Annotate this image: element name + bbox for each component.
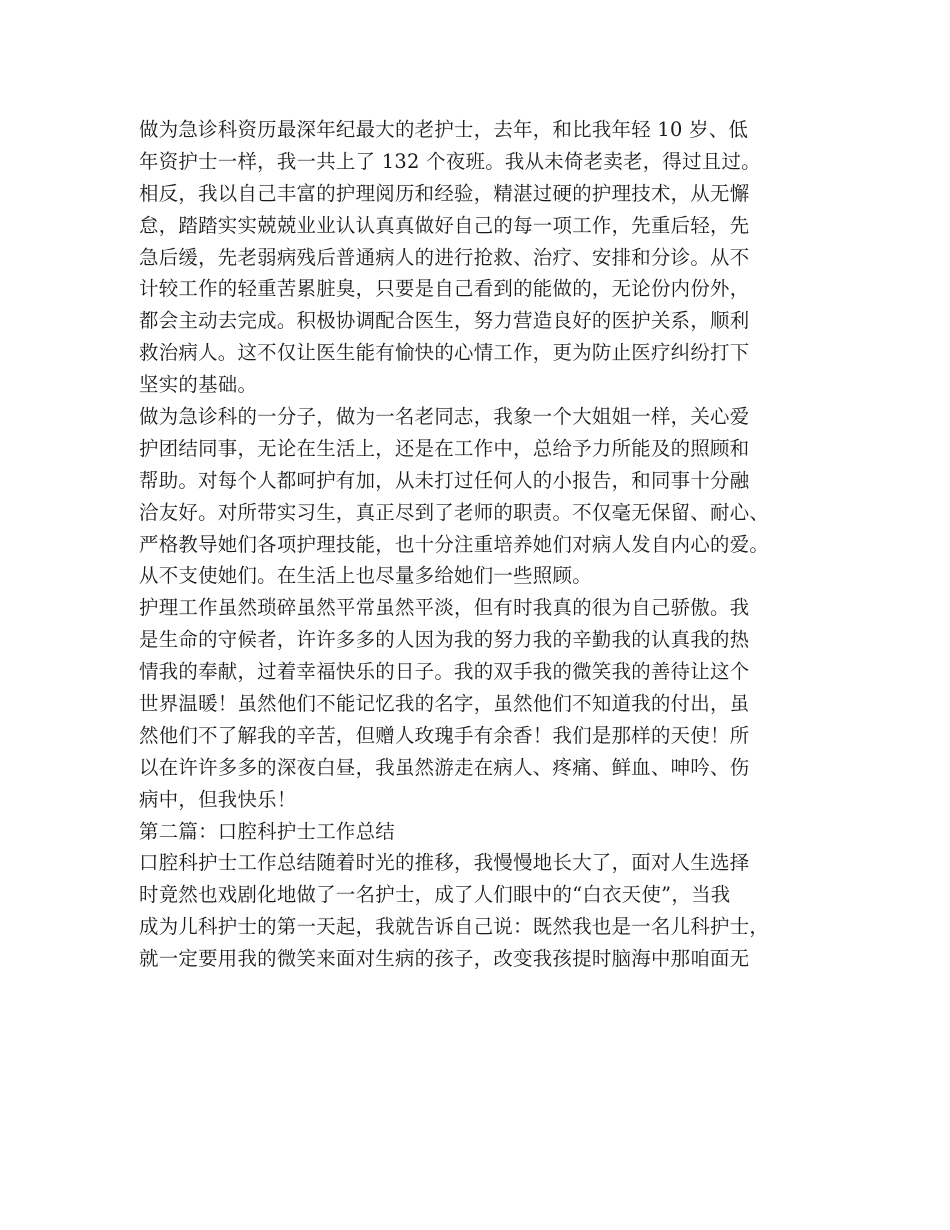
text-line: 坚实的基础。 bbox=[139, 373, 258, 397]
text-line: 病中，但我快乐！ bbox=[139, 787, 297, 811]
text-line: 成为儿科护士的第一天起，我就告诉自己说：既然我也是一名儿科护士， bbox=[139, 915, 770, 939]
text-line: 救治病人。这不仅让医生能有愉快的心情工作，更为防止医疗纠纷打下 bbox=[139, 341, 750, 365]
text-line: 以在许许多多的深夜白昼，我虽然游走在病人、疼痛、鲜血、呻吟、伤 bbox=[139, 755, 750, 779]
text-line: 相反，我以自己丰富的护理阅历和经验，精湛过硬的护理技术，从无懈 bbox=[139, 181, 750, 205]
text-line: 怠，踏踏实实兢兢业业认认真真做好自己的每一项工作，先重后轻，先 bbox=[139, 213, 750, 237]
text-line: 时竟然也戏剧化地做了一名护士，成了人们眼中的“白衣天使”，当我 bbox=[139, 883, 731, 907]
text-line: 帮助。对每个人都呵护有加，从未打过任何人的小报告，和同事十分融 bbox=[139, 468, 750, 492]
text-line: 情我的奉献，过着幸福快乐的日子。我的双手我的微笑我的善待让这个 bbox=[139, 660, 750, 684]
text-line: 然他们不了解我的辛苦，但赠人玫瑰手有余香！我们是那样的天使！所 bbox=[139, 723, 750, 747]
text-line: 护团结同事，无论在生活上，还是在工作中，总给予力所能及的照顾和 bbox=[139, 436, 750, 460]
text-line: 都会主动去完成。积极协调配合医生，努力营造良好的医护关系，顺利 bbox=[139, 309, 750, 333]
text-line: 从不支使她们。在生活上也尽量多给她们一些照顾。 bbox=[139, 564, 592, 588]
text-line: 就一定要用我的微笑来面对生病的孩子，改变我孩提时脑海中那咱面无 bbox=[139, 947, 750, 971]
text-line: 洽友好。对所带实习生，真正尽到了老师的职责。不仅毫无保留、耐心、 bbox=[139, 500, 770, 524]
text-line: 严格教导她们各项护理技能，也十分注重培养她们对病人发自内心的爱。 bbox=[139, 532, 770, 556]
text-line: 年资护士一样，我一共上了 132 个夜班。我从未倚老卖老，得过且过。 bbox=[139, 149, 761, 173]
text-line: 护理工作虽然琐碎虽然平常虽然平淡，但有时我真的很为自己骄傲。我 bbox=[139, 596, 750, 620]
section-heading: 第二篇：口腔科护士工作总结 bbox=[139, 819, 395, 843]
body-text bbox=[139, 114, 819, 975]
text-line: 口腔科护士工作总结随着时光的推移，我慢慢地长大了，面对人生选择 bbox=[139, 851, 750, 875]
text-line: 世界温暖！虽然他们不能记忆我的名字，虽然他们不知道我的付出，虽 bbox=[139, 692, 750, 716]
text-line: 急后缓，先老弱病残后普通病人的进行抢救、治疗、安排和分诊。从不 bbox=[139, 245, 750, 269]
text-line: 是生命的守候者，许许多多的人因为我的努力我的辛勤我的认真我的热 bbox=[139, 628, 750, 652]
text-line: 做为急诊科资历最深年纪最大的老护士，去年，和比我年轻 10 岁、低 bbox=[139, 118, 749, 141]
text-line: 做为急诊科的一分子，做为一名老同志，我象一个大姐姐一样，关心爱 bbox=[139, 405, 750, 429]
text-line: 计较工作的轻重苦累脏臭，只要是自己看到的能做的，无论份内份外， bbox=[139, 277, 750, 301]
